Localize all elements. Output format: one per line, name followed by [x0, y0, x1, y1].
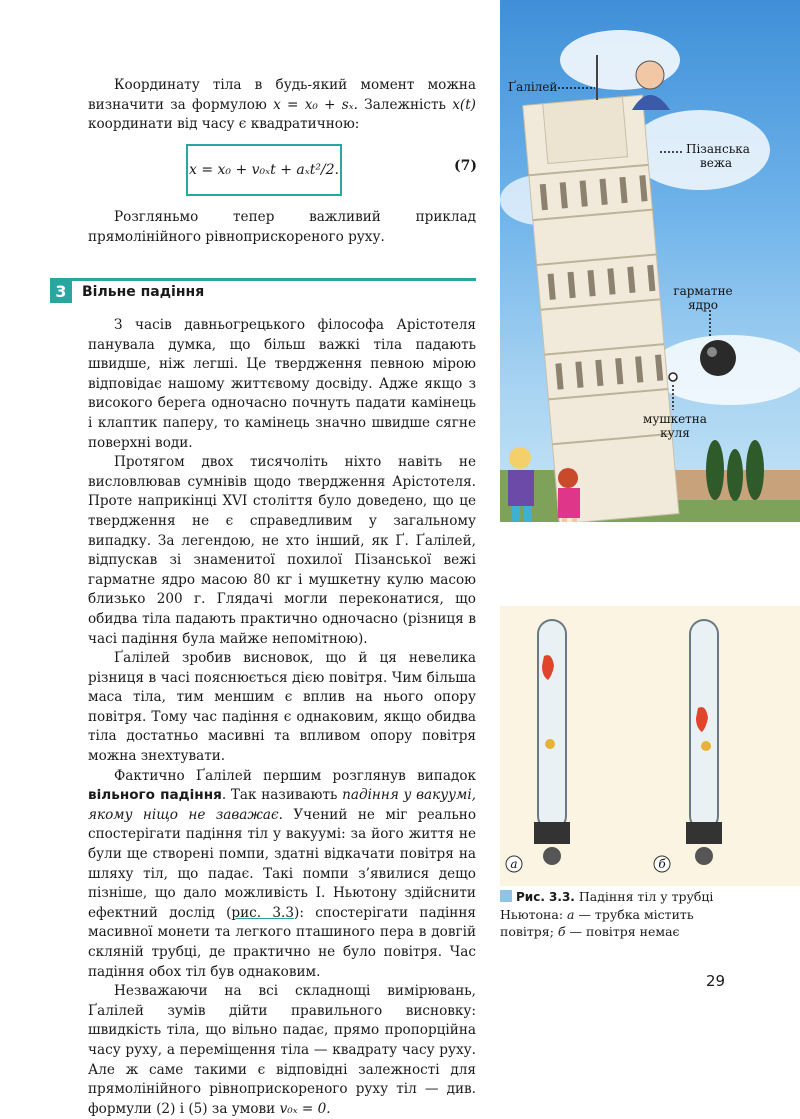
body-text: [88, 316, 476, 1119]
intro-text-a: Координату тіла в будь-який момент можна визначити за формулою: [88, 77, 476, 113]
section-divider: [50, 278, 476, 281]
coin-b: [701, 741, 711, 751]
page-number: 29: [706, 972, 726, 990]
section-title: Вільне падіння: [82, 284, 205, 300]
caption-a-letter: а: [567, 907, 575, 922]
label-galileo: Ґалілей: [508, 80, 558, 94]
tubes-illustration: [500, 606, 800, 886]
p4-text-d: ): спостерігати падіння масивної монети та легкого пташиного пера в довгій скляній трубці, де практично не було повітря. Час падіння обох тіл був однаковим.: [88, 904, 476, 980]
paragraph-5: [88, 982, 476, 1119]
intro-text-b: Залежність: [364, 96, 446, 113]
p4-text-c: . Учений не міг реально спостерігати падіння тіл у вакуумі: за його життя не були ще створені помпи, здатні відкачати повітря на шляху тіл, що падає. Такі помпи з’явилися дещо пізніше, що дало можливість І. Ньютону здійснити ефектний дослід (: [88, 806, 476, 921]
coin-a: [545, 739, 555, 749]
section-number: 3: [50, 281, 72, 303]
paragraph-4: [88, 767, 476, 983]
paragraph-1: З часів давньогрецького філософа Арістотеля панувала думка, що більш важкі тіла падають швидше, ніж легші. Це твердження певною мірою відповідає нашому життєвому досвіду. Адже якщо з високого берега одночасно почнуть падати камінець і клаптик паперу, то камінець значно швидше сягне поверхні води.: [88, 317, 476, 451]
tube-label-a: а: [510, 857, 518, 871]
p5-text-a: Незважаючи на всі складнощі вимірювань, Ґалілей зумів дійти правильного висновку: швидкість тіла, що вільно падає, прямо пропорційна часу руху, а переміщення тіла — квадрату часу руху. Але ж саме такими є відповідні залежності для прямолінійного рівноприскореного руху тіл — див. формули (2) і (5) за умови: [88, 983, 476, 1117]
intro-text-2: [88, 208, 476, 247]
tower-illustration: [500, 0, 800, 522]
p4-text-a: Фактично Ґалілей першим розглянув випадок: [114, 767, 476, 784]
caption-head: Рис. 3.3.: [516, 890, 575, 904]
intro-text-c: координати від часу є квадратичною:: [88, 116, 360, 133]
label-cannonball: гарматне ядро: [673, 284, 733, 312]
caption-b-text: — повітря немає: [569, 924, 680, 939]
paragraph-2: Протягом двох тисячоліть ніхто навіть не висловлював сумнівів щодо твердження Арістотеля. Проте наприкінці XVI століття було доведено, що це твердження не є справедливим у загальному випадку. За легендою, не хто інший, як Ґ. Ґалілей, відпускав зі знаменитої похилої Пізанської вежі гарматне ядро масою 80 кг і мушкетну кулю масою близько 200 г. Глядачі могли переконатися, що обидва тіла падають практично одночасно (різниця в часі падіння була майже непомітною).: [88, 454, 476, 647]
paragraph-3: Ґалілей зробив висновок, що й ця невелика різниця в часі пояснюється дією повітря. Чим більша маса тіла, тим меншим є вплив на нього опору повітря. Тому час падіння є однаковим, якщо обидва тіла достатньо масивні та впливом опору повітря можна знехтувати.: [88, 650, 476, 765]
caption-marker: [500, 890, 512, 902]
formula-7-box: [186, 144, 342, 196]
equation-number: (7): [454, 158, 477, 174]
formula-v0x: v₀ₓ = 0.: [279, 1100, 331, 1117]
caption-b-letter: б: [557, 924, 566, 939]
figure-reference-link[interactable]: рис. 3.3: [231, 904, 295, 921]
label-musket-ball: мушкетна куля: [643, 412, 707, 440]
definition-free-fall: падіння у вакуумі, якому ніщо не заважає: [88, 787, 476, 823]
tube-label-b: б: [658, 857, 666, 871]
figure-pisa-tower: [500, 0, 800, 522]
term-free-fall: вільного падіння: [88, 787, 222, 804]
figure-caption: [500, 888, 750, 940]
caption-a-text: — трубка містить повітря;: [500, 907, 694, 939]
intro-text: [88, 76, 476, 135]
formula-7: x = x₀ + v₀ₓt + aₓt²/2.: [188, 162, 340, 178]
formula-xt: x(t): [452, 96, 476, 113]
p4-text-b: . Так називають: [221, 787, 338, 804]
figure-newton-tubes: [500, 606, 800, 886]
intro-paragraph-2: Розгляньмо тепер важливий приклад прямолінійного рівноприскореного руху.: [88, 209, 476, 245]
formula-inline: x = x₀ + sₓ.: [273, 96, 358, 113]
caption-text: Падіння тіл у трубці Ньютона:: [500, 889, 714, 922]
label-pisa-tower: Пізанська вежа: [686, 142, 750, 170]
